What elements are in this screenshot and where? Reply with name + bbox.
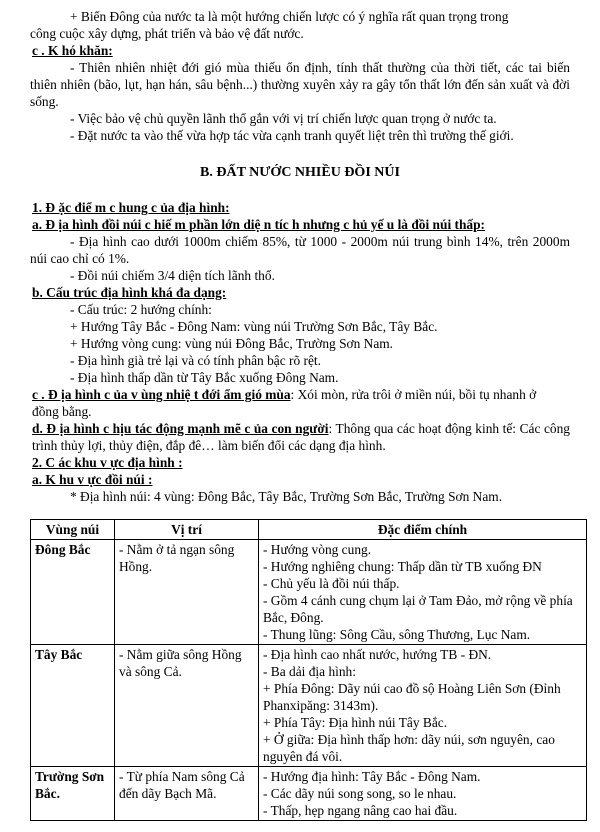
heading-kho-khan: c . K hó khăn: <box>32 43 113 58</box>
region-name: Đông Bắc <box>31 540 115 645</box>
feature-line: - Hướng địa hình: Tây Bắc - Đông Nam. <box>263 769 481 784</box>
paragraph: : Thông qua các hoạt động kinh tế: Các công trình thủy lợi, thủy điện, đắp đê… làm biến đổi các dạng địa hình. <box>32 421 570 453</box>
paragraph: * Địa hình núi: 4 vùng: Đông Bắc, Tây Bắc, Trường Sơn Bắc, Trường Sơn Nam. <box>70 489 503 504</box>
table-header-row <box>31 520 587 540</box>
table-row <box>31 645 587 767</box>
paragraph-c <box>30 386 570 403</box>
column-header: Vị trí <box>115 520 259 540</box>
heading-a: a. Đ ịa hình đồi núi c hiế m phần lớn diệ n tíc h nhưng c hủ yế u là đồi núi thấp: <box>32 217 486 232</box>
heading-b: b. Cấu trúc địa hình khá đa dạng: <box>32 285 227 300</box>
paragraph: đồng bằng. <box>32 404 92 419</box>
paragraph: - Đặt nước ta vào thế vừa hợp tác vừa cạnh tranh quyết liệt trên thì trường thế giới. <box>70 128 514 143</box>
feature-line: - Thung lũng: Sông Cầu, sông Thương, Lục Nam. <box>263 627 531 642</box>
column-header: Đặc điểm chính <box>259 520 587 540</box>
feature-line: - Hướng nghiêng chung: Thấp dần từ TB xuống ĐN <box>263 559 542 574</box>
paragraph-d <box>30 420 570 454</box>
table-row <box>31 767 587 821</box>
region-name: Trường Sơn Bắc. <box>31 767 115 821</box>
region-position: - Nằm giữa sông Hồng và sông Cả. <box>115 645 259 767</box>
region-features <box>259 645 587 767</box>
feature-line: - Thấp, hẹp ngang nâng cao hai đầu. <box>263 803 458 818</box>
table-row <box>31 540 587 645</box>
mountain-regions-table <box>30 519 587 821</box>
paragraph: + Hướng Tây Bắc - Đông Nam: vùng núi Trường Sơn Bắc, Tây Bắc. <box>70 319 438 334</box>
paragraph: - Địa hình già trẻ lại và có tính phân bậc rõ rệt. <box>70 353 321 368</box>
heading-khu-vuc-doi-nui: a. K hu v ực đồi núi : <box>32 472 153 487</box>
region-name: Tây Bắc <box>31 645 115 767</box>
paragraph: - Địa hình thấp dần từ Tây Bắc xuống Đông Nam. <box>70 370 339 385</box>
section-title: B. ĐẤT NƯỚC NHIỀU ĐỒI NÚI <box>200 165 400 180</box>
text-line: công cuộc xây dựng, phát triển và bảo vệ đất nước. <box>30 26 304 41</box>
feature-line: + Ở giữa: Địa hình thấp hơn: dãy núi, sơn nguyên, cao nguyên đá vôi. <box>263 732 555 764</box>
feature-line: + Phía Tây: Địa hình núi Tây Bắc. <box>263 715 448 730</box>
paragraph: - Địa hình cao dưới 1000m chiếm 85%, từ 1000 - 2000m núi trung bình 14%, trên 2000m núi cao chỉ có 1%. <box>30 234 570 266</box>
paragraph: - Thiên nhiên nhiệt đới gió mùa thiếu ổn định, tính thất thường của thời tiết, các tai biến thiên nhiên (bão, lụt, hạn hán, sâu bệnh...) thường xuyên xảy ra gây tổn thất lớn đến sản xuất và đời sống. <box>30 60 570 109</box>
paragraph: - Cấu trúc: 2 hướng chính: <box>70 302 212 317</box>
feature-line: - Hướng vòng cung. <box>263 542 372 557</box>
paragraph: : Xói mòn, rửa trôi ở miền núi, bồi tụ nhanh ở <box>290 387 537 402</box>
feature-line: - Địa hình cao nhất nước, hướng TB - ĐN. <box>263 647 492 662</box>
paragraph: - Đồi núi chiếm 3/4 diện tích lãnh thổ. <box>70 268 275 283</box>
feature-line: - Gồm 4 cánh cung chụm lại ở Tam Đảo, mở rộng về phía Bắc, Đông. <box>263 593 573 625</box>
text-line: + Biển Đông của nước ta là một hướng chiến lược có ý nghĩa rất quan trọng trong <box>70 9 509 24</box>
region-features <box>259 540 587 645</box>
region-features <box>259 767 587 821</box>
heading-dac-diem: 1. Đ ặc điể m c hung c ủa địa hình: <box>32 200 230 215</box>
heading-c: c . Đ ịa hình c ủa v ùng nhiệ t đới ẩm gió mùa <box>32 387 291 402</box>
region-position: - Nằm ở tả ngạn sông Hồng. <box>115 540 259 645</box>
region-position: - Từ phía Nam sông Cả đến dãy Bạch Mã. <box>115 767 259 821</box>
paragraph: + Hướng vòng cung: vùng núi Đông Bắc, Trường Sơn Nam. <box>70 336 394 351</box>
feature-line: - Các dãy núi song song, so le nhau. <box>263 786 457 801</box>
heading-d: d. Đ ịa hình c hịu tác động mạnh mẽ c ủa con người <box>32 421 329 436</box>
paragraph: - Việc bảo vệ chủ quyền lãnh thổ gắn với vị trí chiến lược quan trọng ở nước ta. <box>70 111 497 126</box>
column-header: Vùng núi <box>31 520 115 540</box>
heading-khu-vuc: 2. C ác khu v ực địa hình : <box>32 455 183 470</box>
feature-line: - Chủ yếu là đồi núi thấp. <box>263 576 400 591</box>
feature-line: - Ba dải địa hình: <box>263 664 356 679</box>
feature-line: + Phía Đông: Dãy núi cao đồ sộ Hoàng Liên Sơn (Đỉnh Phanxipăng: 3143m). <box>263 681 561 713</box>
